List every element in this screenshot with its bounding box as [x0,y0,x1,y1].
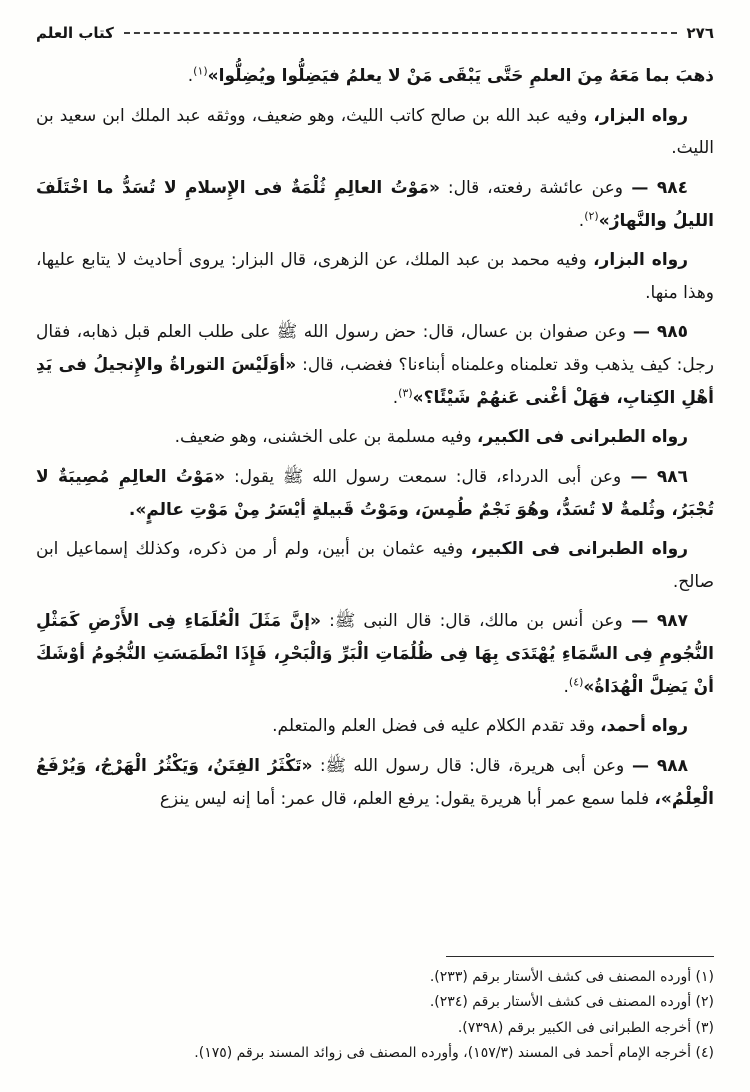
footnote-2: (٢) أورده المصنف فى كشف الأستار برقم (٢٣٤). [429,994,714,1011]
text-run: فلما سمع عمر أبا هريرة يقول: يرفع العلم، قال عمر: أما إنه ليس ينزع [159,788,655,809]
text-run: وفيه مسلمة بن على الخشنى، وهو ضعيف. [174,427,477,448]
hadith-paragraph-987 [36,605,714,703]
bold-text-run: رواه الطبرانى فى الكبير، [470,539,689,560]
page-number: ٢٧٦ [686,24,714,42]
footnote-ref-marker: (١) [193,64,208,78]
text-run: وعن أبى الدرداء، قال: سمعت رسول الله ﷺ يقول: [225,466,622,487]
bold-text-run: رواه أحمد، [600,716,688,737]
bold-text-run: «تَكْثَرُ الفِتَنُ، وَيَكْثُرُ الْهَرْجُ، وَيُرْفَعُ الْعِلْمُ»، [36,755,714,809]
book-title: كتاب العلم [36,24,114,42]
bold-text-run: ٩٨٦ — [621,466,688,487]
bold-text-run: «مَوْتُ العالِمِ ثُلْمَةٌ فى الإِسلامِ لا تُسَدُّ ما اخْتَلَفَ الليلُ والنَّهارُ» [36,177,714,231]
text-run: وعن صفوان بن عسال، قال: حض رسول الله ﷺ على طلب العلم قبل ذهابه، فقال رجل: كيف يذهب وقد تعلمناه وعلمناه أبناءنا؟ فغضب، قال: [36,322,714,375]
footnote-1: (١) أورده المصنف فى كشف الأستار برقم (٢٣٣). [429,969,714,986]
footnote-ref-marker: (٣) [398,385,413,399]
text-run: وعن عائشة رفعته، قال: [439,177,623,198]
text-run: وفيه عبد الله بن صالح كاتب الليث، وهو ضعيف، ووثقه عبد الملك ابن سعيد بن الليث. [36,105,714,159]
bold-text-run: «مَوْتُ العالِمِ مُصِيبَةٌ لا تُجْبَرُ، وثُلمةٌ لا تُسَدُّ، وهُوَ نَجْمٌ طُمِسَ، ومَوْتُ قَبيلةٍ أيْسَرُ مِنْ مَوْتِ عالمٍ». [36,466,714,520]
text-run: وعن أنس بن مالك، قال: قال النبى ﷺ: [321,611,623,632]
bold-text-run: ٩٨٧ — [622,611,688,632]
hadith-paragraph-985 [36,316,714,414]
text-run: وقد تقدم الكلام عليه فى فضل العلم والمتعلم. [272,716,601,737]
footnote-separator-rule [446,956,714,957]
text-run: وفيه محمد بن عبد الملك، عن الزهرى، قال البزار: يروى أحاديث لا يتابع عليها، وهذا منها. [36,250,714,303]
footnote-4: (٤) أخرجه الإمام أحمد فى المسند (١٥٧/٣)، وأورده المصنف فى زوائد المسند برقم (١٧٥). [194,1044,714,1061]
hadith-paragraph-988 [36,750,714,815]
takhrij-paragraph-tabarani-2 [36,533,714,598]
takhrij-paragraph-bazzar [36,100,714,165]
bold-text-run: ذهبَ بما مَعَهُ مِنَ العلمِ حَتَّى يَبْقَى مَنْ لا يعلمُ فيَضِلُّوا ويُضِلُّوا» [207,66,714,86]
text-run: . [392,387,399,408]
footnotes-section [36,956,714,1066]
hadith-continuation-paragraph [36,60,714,93]
text-run: . [563,676,569,697]
hadith-paragraph-986 [36,461,714,526]
footnote-3: (٣) أخرجه الطبرانى فى الكبير برقم (٧٣٩٨). [457,1019,714,1036]
bold-text-run: رواه الطبرانى فى الكبير، [476,427,688,448]
page-body [36,60,714,822]
takhrij-paragraph-bazzar-2 [36,244,714,309]
footnote-ref-marker: (٤) [568,674,584,688]
text-run: وعن أبى هريرة، قال: قال رسول الله ﷺ: [312,755,625,776]
bold-text-run: «أوَلَيْسَ التوراةُ والإِنجيلُ فى يَدِ أهْلِ الكِتابِ، فهَلْ أغْنى عَنهُمْ شَيْئًا؟» [36,355,714,408]
bold-text-run: ٩٨٨ — [624,755,689,776]
bold-text-run: ٩٨٤ — [622,177,688,198]
bold-text-run: «إنَّ مَثَلَ الْعُلَمَاءِ فِى الأَرْضِ كَمَثْلِ النُّجُومِ فِى السَّمَاءِ يُهْتَدَى بِهَا فِى ظُلُمَاتِ الْبَرِّ وَالْبَحْرِ، فَإِذَا انْطَمَسَتِ النُّجُومُ أوْشَكَ أنْ يَضِلَّ الْهُدَاةُ» [36,611,714,697]
page-header [36,24,714,42]
header-dashed-rule [124,32,677,34]
bold-text-run: ٩٨٥ — [625,322,688,343]
takhrij-paragraph-tabarani [36,421,714,454]
text-run: وفيه عثمان بن أبين، ولم أر من ذكره، وكذلك إسماعيل ابن صالح. [36,539,714,592]
footnote-ref-marker: (٢) [584,208,599,222]
text-run: . [187,66,194,86]
bold-text-run: رواه البزار، [593,105,689,126]
bold-text-run: رواه البزار، [593,250,688,271]
text-run: . [578,210,585,231]
blank-space [36,822,714,956]
hadith-paragraph-984 [36,172,714,237]
takhrij-paragraph-ahmad [36,710,714,743]
